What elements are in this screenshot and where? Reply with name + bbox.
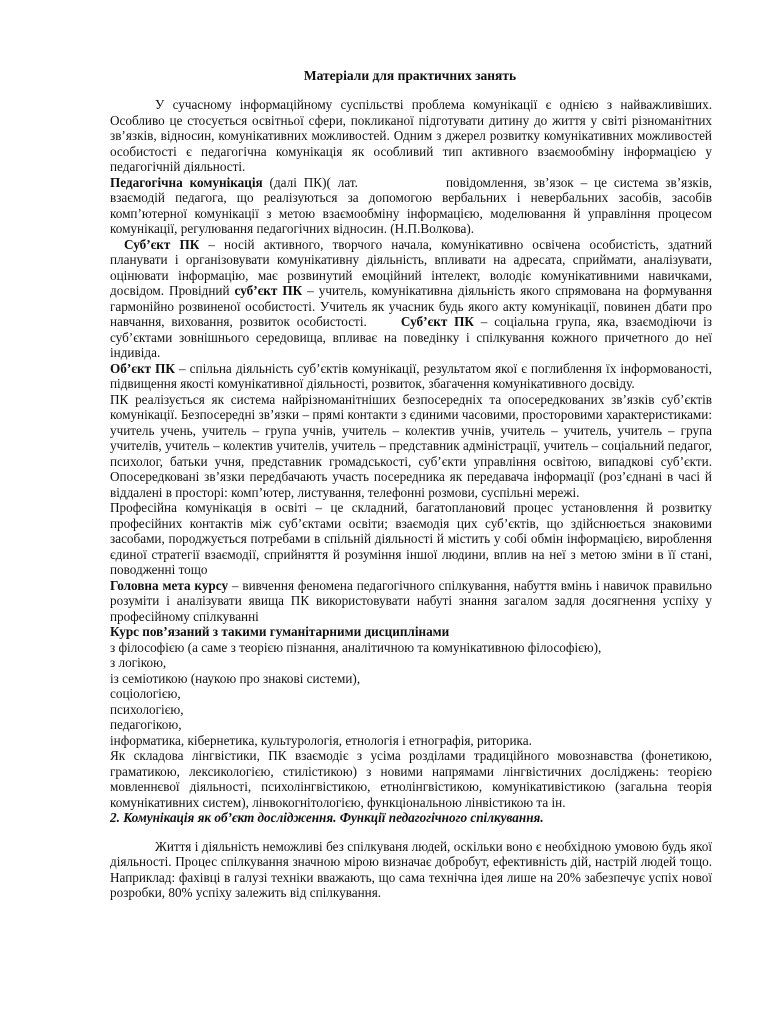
- professional-paragraph: Професійна комунікація в освіті – це складний, багатоплановий процес установлення й розвитку професійних контактів між суб’єктами освіти; взаємодія цих суб’єктів, що здійснюється знаковими засобами, породжується потребами в спільній діяльності й містить у собі обмін інформацією, вироблення єдиної стратегії взаємодії, сприйняття й розуміння іншої людини, вплив на неї з метою зміни в її стані, поводженні тощо: [110, 500, 712, 577]
- list-item: з філософією (а саме з теорією пізнання, аналітичною та комунікативною філософією),: [110, 639, 602, 655]
- list-item: педагогікою,: [110, 717, 182, 732]
- courses-list: [110, 640, 712, 749]
- object-paragraph: [110, 361, 712, 392]
- list-item: психологією,: [110, 701, 184, 717]
- document-body: [110, 97, 712, 901]
- linguistics-paragraph: Як складова лінгвістики, ПК взаємодіє з усіма розділами традиційного мовознавства (фонетикою, граматикою, лексикологією, стилістикою) з новими напрямами лінгвістичних досліджень: теорією мовленнєвої діяльності, психолінгвістикою, етнолінгвістикою, комунікативістикою (загальна теорія комунікативних систем), лінвокогнітологією, функціональною лінвістикою та ін.: [110, 748, 712, 810]
- subject-text-3: – соціальна група, яка, взаємодіючи із суб’єктами зовнішнього середовища, впливає на поведінку і спілкування кожного причетного до неї індивіда.: [110, 314, 712, 360]
- subject-paragraph: [110, 237, 712, 361]
- page-title: Матеріали для практичних занять: [303, 68, 517, 83]
- subject-term-2: суб’єкт ПК: [234, 283, 303, 298]
- subject-term-1: Суб’єкт ПК: [124, 236, 200, 252]
- definition-term: Педагогічна комунікація: [110, 174, 263, 190]
- intro-paragraph: У сучасному інформаційному суспільстві проблема комунікації є однією з найважливіших. Особливо це стосується освітньої сфери, покликаної підготувати дитину до життя у світі різноманітних зв’язків, відносин, комунікативних можливостей. Одним з джерел розвитку комунікативних можливостей особистості є педагогічна комунікація як особливий тип активного взаємообміну інформацією у педагогічній діяльності.: [110, 97, 712, 174]
- list-item: з логікою,: [110, 655, 167, 670]
- section-heading: 2. Комунікація як об’єкт дослідження. Функції педагогічного спілкування.: [110, 810, 544, 825]
- goal-paragraph: [110, 578, 712, 625]
- list-item: із семіотикою (наукою про знакові системи),: [110, 670, 361, 686]
- object-term: Об’єкт ПК: [110, 360, 175, 376]
- closing-paragraph: Життя і діяльність неможливі без спілкуваня людей, оскільки воно є необхідною умовою будь якої діяльності. Процес спілкування значною мірою визначає добробут, ефективність дій, настрій людей тощо. Наприклад: фахівці в галузі техніки вважають, що сама технічна ідея лише на 20% забезпечує успіх нової розробки, 80% успіху залежить від спілкування.: [110, 838, 712, 900]
- list-item: інформатика, кібернетика, культурологія, етнологія і етнографія, риторика.: [110, 732, 532, 748]
- subject-text-2: – учитель, комунікативна діяльність якого спрямована на формування гармонійно розвиненої особистості. Учитель як учасник будь якого акту комунікації, повинен дбати про навчання, виховання, розвиток особистості.: [110, 283, 713, 329]
- definition-abbr: (далі ПК)( лат.: [269, 174, 358, 190]
- subject-term-3: Суб’єкт ПК: [400, 314, 474, 329]
- goal-term: Головна мета курсу: [110, 577, 229, 593]
- goal-text: – вивчення феномена педагогічного спілкування, набуття вмінь і навичок правильно розуміти і аналізувати явища ПК використовувати набуті знання загалом задля досягнення успіху у професійному спілкуванні: [110, 577, 712, 624]
- subject-text-1: – носій активного, творчого начала, комунікативно освічена особистість, здатний планувати і організовувати комунікативну діяльність, впливати на адресата, сприймати, аналізувати, оцінювати інформацію, має розвинутий емоційний інтелект, володіє комунікативними навичками, досвідом. Провідний: [110, 236, 713, 298]
- definition-paragraph: [110, 175, 712, 237]
- courses-heading: Курс пов’язаний з такими гуманітарними дисциплінами: [110, 624, 450, 639]
- object-text: – спільна діяльність суб’єктів комунікації, результатом якої є поглиблення їх інформованості, підвищення якості комунікативної діяльності, розвиток, збагачення комунікативного досвіду.: [110, 360, 713, 391]
- list-item: соціологією,: [110, 686, 181, 701]
- definition-text: повідомлення, зв’язок – це система зв’язків, взаємодій педагога, що реалізуються за допомогою вербальних і невербальних засобів, засобів комп’ютерної комунікації з метою взаємообміну інформацією, моделювання й управління процесом комунікації, регулювання педагогічних відносин. (Н.П.Волкова).: [110, 174, 713, 236]
- links-paragraph: ПК реалізується як система найрізноманітніших безпосередніх та опосередкованих зв’язків суб’єктів комунікації. Безпосередні зв’язки – прямі контакти з єдиними часовими, просторовими характеристиками: учитель учень, учитель – група учнів, учитель – колектив учнів, учитель – учитель, учитель – група учителів, учитель – колектив учителів, учитель – представник адміністрації, учитель – соціальний педагог, психолог, батьки учня, представник громадськості, суб’єкти управління освітою, випадкові суб’єкти. Опосередковані зв’язки передбачають участь посередника як передавача інформації (роз’єднані в часі й віддалені в просторі: комп’ютер, листування, телефонні розмови, суспільні мережі.: [110, 391, 712, 500]
